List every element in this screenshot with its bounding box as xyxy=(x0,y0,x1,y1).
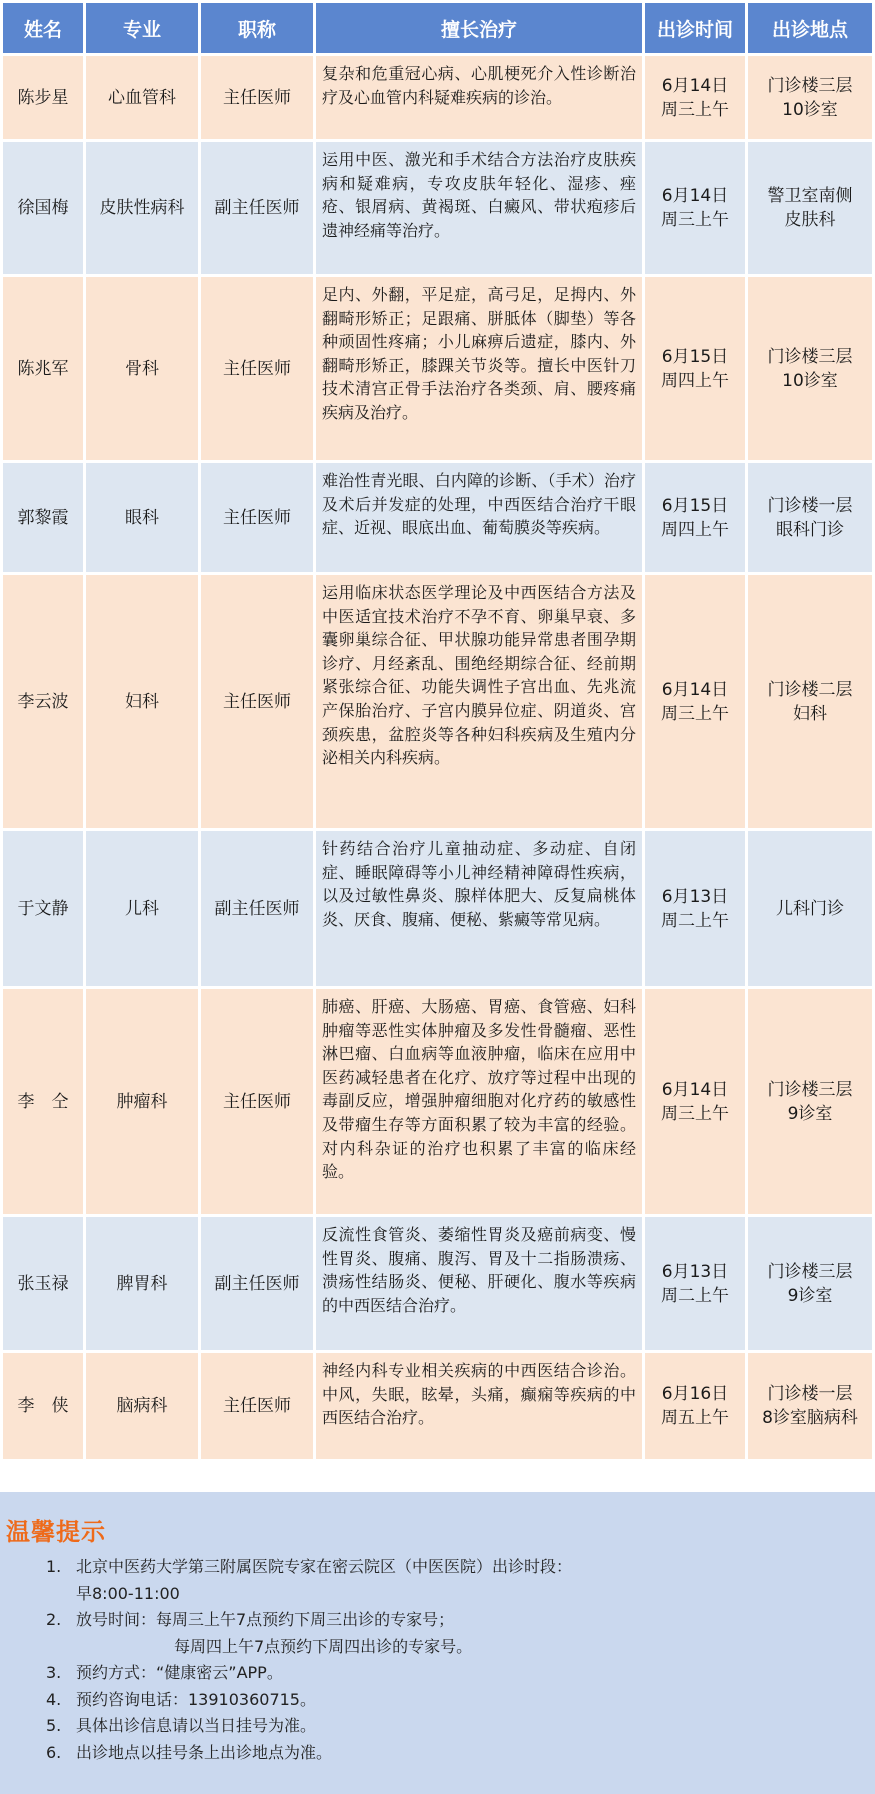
tips-panel xyxy=(0,1492,875,1794)
tip-item xyxy=(0,1660,860,1687)
tip-item xyxy=(0,1713,860,1740)
doctor-specialty: 难治性青光眼、白内障的诊断、（手术）治疗及术后并发症的处理，中西医结合治疗干眼症、近视、眼底出血、葡萄膜炎等疾病。 xyxy=(316,463,642,572)
doctor-name: 李云波 xyxy=(3,575,83,828)
location-line-2: 10诊室 xyxy=(782,99,838,120)
doctor-specialty: 反流性食管炎、萎缩性胃炎及癌前病变、慢性胃炎、腹痛、腹泻、胃及十二指肠溃疡、溃疡性结肠炎、便秘、肝硬化、腹水等疾病的中西医结合治疗。 xyxy=(316,1217,642,1350)
clinic-slot: 周二上午 xyxy=(661,1285,729,1306)
clinic-time xyxy=(645,575,745,828)
clinic-time xyxy=(645,277,745,460)
tip-item xyxy=(0,1687,860,1714)
clinic-time xyxy=(645,463,745,572)
tip-text: 北京中医药大学第三附属医院专家在密云院区（中医医院）出诊时段： xyxy=(76,1557,573,1576)
tip-text: 出诊地点以挂号条上出诊地点为准。 xyxy=(76,1742,333,1762)
clinic-slot: 周五上午 xyxy=(661,1408,729,1428)
doctor-major: 脑病科 xyxy=(86,1353,198,1459)
location-line-1: 门诊楼三层 xyxy=(767,346,853,367)
clinic-time xyxy=(645,989,745,1214)
tip-text: 预约方式：“健康密云”APP。 xyxy=(76,1663,283,1682)
doctor-specialty: 神经内科专业相关疾病的中西医结合诊治。中风，失眠，眩晕，头痛，癫痫等疾病的中西医结合治疗。 xyxy=(316,1353,642,1459)
tip-number: 2. xyxy=(46,1610,62,1629)
location-line-1: 门诊楼一层 xyxy=(767,1384,853,1404)
doctor-specialty: 足内、外翻，平足症，高弓足，足拇内、外翻畸形矫正；足跟痛、胼胝体（脚垫）等各种顽固性疼痛；小儿麻痹后遗症，膝内、外翻畸形矫正，膝踝关节炎等。擅长中医针刀技术清宫正骨手法治疗各类颈、肩、腰疼痛疾病及治疗。 xyxy=(316,277,642,460)
tips-list xyxy=(0,1554,860,1766)
doctor-title: 主任医师 xyxy=(201,989,313,1214)
location-line-2: 皮肤科 xyxy=(784,210,836,230)
doctor-name: 李 侠 xyxy=(3,1353,83,1459)
doctor-title: 主任医师 xyxy=(201,56,313,139)
doctor-specialty: 运用中医、激光和手术结合方法治疗皮肤疾病和疑难病，专攻皮肤年轻化、湿疹、痤疮、银屑病、黄褐斑、白癜风、带状疱疹后遗神经痛等治疗。 xyxy=(316,142,642,274)
clinic-time xyxy=(645,1217,745,1350)
doctor-major: 眼科 xyxy=(86,463,198,572)
location-line-1: 门诊楼三层 xyxy=(767,1261,853,1282)
table-row xyxy=(3,1353,872,1459)
clinic-date: 6月14日 xyxy=(661,1079,729,1100)
location-line-2: 9诊室 xyxy=(787,1103,833,1124)
location-line-1: 门诊楼三层 xyxy=(767,75,853,96)
doctor-title: 主任医师 xyxy=(201,463,313,572)
header-location: 出诊地点 xyxy=(748,3,872,53)
location-line-1: 儿科门诊 xyxy=(776,898,844,919)
table-row xyxy=(3,989,872,1214)
tips-title: 温馨提示 xyxy=(6,1518,106,1546)
doctor-title: 主任医师 xyxy=(201,1353,313,1459)
clinic-slot: 周三上午 xyxy=(661,1103,729,1124)
clinic-location xyxy=(748,575,872,828)
doctor-specialty: 肺癌、肝癌、大肠癌、胃癌、食管癌、妇科肿瘤等恶性实体肿瘤及多发性骨髓瘤、恶性淋巴瘤、白血病等血液肿瘤，临床在应用中医药减轻患者在化疗、放疗等过程中出现的毒副反应，增强肿瘤细胞对化疗药的敏感性及带瘤生存等方面积累了较为丰富的经验。对内科杂证的治疗也积累了丰富的临床经验。 xyxy=(316,989,642,1214)
clinic-date: 6月14日 xyxy=(661,679,729,700)
tip-text: 放号时间：每周三上午7点预约下周三出诊的专家号； xyxy=(76,1610,455,1629)
clinic-location xyxy=(748,463,872,572)
table-row xyxy=(3,142,872,274)
clinic-date: 6月15日 xyxy=(661,346,729,367)
header-specialty: 擅长治疗 xyxy=(316,3,642,53)
header-name: 姓名 xyxy=(3,3,83,53)
doctor-specialty: 运用临床状态医学理论及中西医结合方法及中医适宜技术治疗不孕不育、卵巢早衰、多囊卵巢综合征、甲状腺功能异常患者围孕期诊疗、月经紊乱、围绝经期综合征、经前期紧张综合征、功能失调性子宫出血、先兆流产保胎治疗、子宫内膜异位症、阴道炎、宫颈疾患，盆腔炎等各种妇科疾病及生殖内分泌相关内科疾病。 xyxy=(316,575,642,828)
doctor-title: 副主任医师 xyxy=(201,142,313,274)
tip-text: 具体出诊信息请以当日挂号为准。 xyxy=(76,1716,317,1735)
clinic-location xyxy=(748,277,872,460)
clinic-slot: 周三上午 xyxy=(661,210,729,230)
doctor-title: 主任医师 xyxy=(201,575,313,828)
clinic-date: 6月13日 xyxy=(661,886,729,907)
clinic-date: 6月13日 xyxy=(661,1261,729,1282)
location-line-2: 眼科门诊 xyxy=(776,519,844,540)
tip-item xyxy=(0,1607,860,1660)
tip-number: 6. xyxy=(46,1742,62,1762)
doctor-name: 陈步星 xyxy=(3,56,83,139)
tip-number: 4. xyxy=(46,1689,62,1709)
clinic-location xyxy=(748,831,872,986)
clinic-time xyxy=(645,56,745,139)
location-line-1: 门诊楼二层 xyxy=(767,679,853,700)
table-row xyxy=(3,575,872,828)
clinic-time xyxy=(645,1353,745,1459)
clinic-location xyxy=(748,56,872,139)
tip-text-continued: 每周四上午7点预约下周四出诊的专家号。 xyxy=(174,1636,473,1656)
doctor-title: 副主任医师 xyxy=(201,831,313,986)
doctor-major: 皮肤性病科 xyxy=(86,142,198,274)
tip-number: 3. xyxy=(46,1663,62,1682)
location-line-2: 9诊室 xyxy=(787,1285,833,1306)
table-row xyxy=(3,1217,872,1350)
clinic-date: 6月14日 xyxy=(661,75,729,96)
header-title: 职称 xyxy=(201,3,313,53)
tip-text-continued: 早8:00-11:00 xyxy=(76,1583,180,1603)
doctor-name: 徐国梅 xyxy=(3,142,83,274)
location-line-2: 8诊室脑病科 xyxy=(762,1408,858,1428)
doctor-name: 李 仝 xyxy=(3,989,83,1214)
clinic-slot: 周二上午 xyxy=(661,910,729,931)
clinic-slot: 周四上午 xyxy=(661,370,729,391)
doctor-title: 主任医师 xyxy=(201,277,313,460)
doctor-name: 郭黎霞 xyxy=(3,463,83,572)
clinic-slot: 周三上午 xyxy=(661,99,729,120)
doctor-name: 张玉禄 xyxy=(3,1217,83,1350)
tip-number: 1. xyxy=(46,1557,62,1576)
clinic-location xyxy=(748,1217,872,1350)
clinic-date: 6月14日 xyxy=(661,186,729,206)
table-row xyxy=(3,56,872,139)
clinic-date: 6月16日 xyxy=(661,1384,729,1404)
doctor-specialty: 针药结合治疗儿童抽动症、多动症、自闭症、睡眠障碍等小儿神经精神障碍性疾病，以及过敏性鼻炎、腺样体肥大、反复扁桃体炎、厌食、腹痛、便秘、紫癜等常见病。 xyxy=(316,831,642,986)
clinic-slot: 周四上午 xyxy=(661,519,729,540)
location-line-2: 10诊室 xyxy=(782,370,838,391)
clinic-location xyxy=(748,989,872,1214)
location-line-1: 门诊楼一层 xyxy=(767,495,853,516)
doctor-major: 脾胃科 xyxy=(86,1217,198,1350)
location-line-1: 门诊楼三层 xyxy=(767,1079,853,1100)
clinic-location xyxy=(748,1353,872,1459)
table-header-row xyxy=(3,3,872,53)
doctor-name: 陈兆军 xyxy=(3,277,83,460)
table-row xyxy=(3,831,872,986)
location-line-2: 妇科 xyxy=(793,703,827,724)
doctor-major: 骨科 xyxy=(86,277,198,460)
table-row xyxy=(3,463,872,572)
clinic-date: 6月15日 xyxy=(661,495,729,516)
tip-item xyxy=(0,1740,860,1767)
doctor-name: 于文静 xyxy=(3,831,83,986)
clinic-slot: 周三上午 xyxy=(661,703,729,724)
header-time: 出诊时间 xyxy=(645,3,745,53)
header-major: 专业 xyxy=(86,3,198,53)
doctor-title: 副主任医师 xyxy=(201,1217,313,1350)
tip-item xyxy=(0,1554,860,1607)
doctor-major: 心血管科 xyxy=(86,56,198,139)
tip-text: 预约咨询电话：13910360715。 xyxy=(76,1689,316,1709)
doctor-major: 肿瘤科 xyxy=(86,989,198,1214)
clinic-location xyxy=(748,142,872,274)
clinic-time xyxy=(645,831,745,986)
doctor-major: 妇科 xyxy=(86,575,198,828)
location-line-1: 警卫室南侧 xyxy=(767,186,853,206)
clinic-time xyxy=(645,142,745,274)
doctor-major: 儿科 xyxy=(86,831,198,986)
tip-number: 5. xyxy=(46,1716,62,1735)
doctor-specialty: 复杂和危重冠心病、心肌梗死介入性诊断治疗及心血管内科疑难疾病的诊治。 xyxy=(316,56,642,139)
table-row xyxy=(3,277,872,460)
